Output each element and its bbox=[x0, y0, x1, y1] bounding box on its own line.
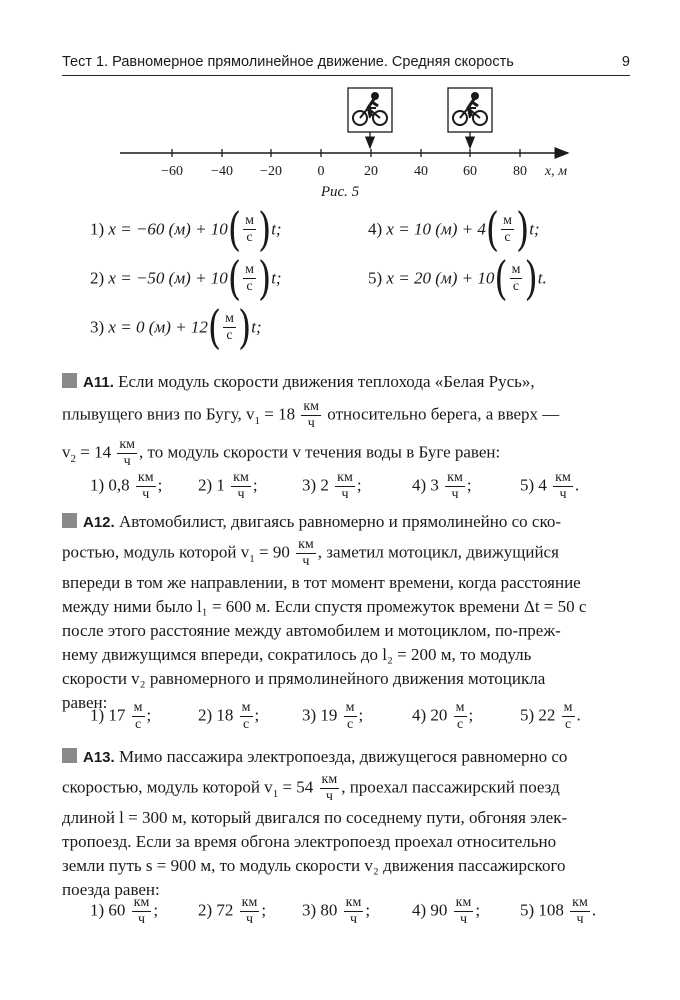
tick-label: 60 bbox=[463, 164, 477, 179]
square-marker-icon bbox=[62, 513, 77, 528]
page-header-title: Тест 1. Равномерное прямолинейное движение. Средняя скорость bbox=[62, 54, 514, 70]
option-4: 4) x = 10 (м) + 4( м с )t; bbox=[368, 202, 540, 257]
page-header bbox=[62, 52, 630, 76]
page-number: 9 bbox=[621, 54, 630, 70]
question-a11: А11. Если модуль скорости движения теплохода «Белая Русь», плывущего вниз по Бугу, $v_1 = 18$ км ч относительно берега, а вверх — $v_2 = 14$ км ч , то модуль скорости v течения воды в Буге равен: bbox=[62, 372, 560, 469]
option-5: 5) x = 20 (м) + 10( м с )t. bbox=[368, 251, 547, 306]
tick-label: −20 bbox=[260, 164, 282, 179]
question-a13: А13. Мимо пассажира электропоезда, движущегося равномерно со скоростью, модуль которой $v_1 = 54$ км ч , проехал пассажирский поезд длиной l = 300 м, который двигался по соседнему пути, обгоняя элек- тропоезд. Если за время обгона электропоезд проехал относительно земли путь s = 900 м, то модуль скорости v₂ движения пассажирского поезда равен: bbox=[62, 747, 568, 899]
tick-label: −40 bbox=[211, 164, 233, 179]
header-rule bbox=[62, 75, 630, 76]
option-1: 1) x = −60 (м) + 10( м с )t; bbox=[90, 202, 282, 257]
square-marker-icon bbox=[62, 373, 77, 388]
square-marker-icon bbox=[62, 748, 77, 763]
cyclist-icon bbox=[448, 88, 492, 132]
tick-label: 80 bbox=[513, 164, 527, 179]
tick-label: −60 bbox=[161, 164, 183, 179]
tick-label: 20 bbox=[364, 164, 378, 179]
cyclist-icon bbox=[348, 88, 392, 132]
option-2: 2) x = −50 (м) + 10( м с )t; bbox=[90, 251, 282, 306]
tick-label: 40 bbox=[414, 164, 428, 179]
question-a12: А12. Автомобилист, двигаясь равномерно и прямолинейно со ско- ростью, модуль которой $v_1 = 90$ км ч , заметил мотоцикл, движущийся впереди в том же направлении, в тот момент времени, когда расстояние между ними было l₁ = 600 м. Если спустя промежуток времени Δt = 50 с после этого расстояние между автомобилем и мотоциклом, по-преж- нему движущимся впереди, сократилось до l₂ = 200 м, то модуль скорости v₂ равномерного и прямолинейного движения мотоцикла равен: bbox=[62, 512, 587, 712]
tick-label: 0 bbox=[317, 164, 325, 179]
figure-number-line bbox=[0, 80, 680, 185]
axis-label: x, м bbox=[544, 164, 568, 179]
figure-caption: Рис. 5 bbox=[320, 184, 360, 200]
option-3: 3) x = 0 (м) + 12( м с )t; bbox=[90, 300, 262, 355]
